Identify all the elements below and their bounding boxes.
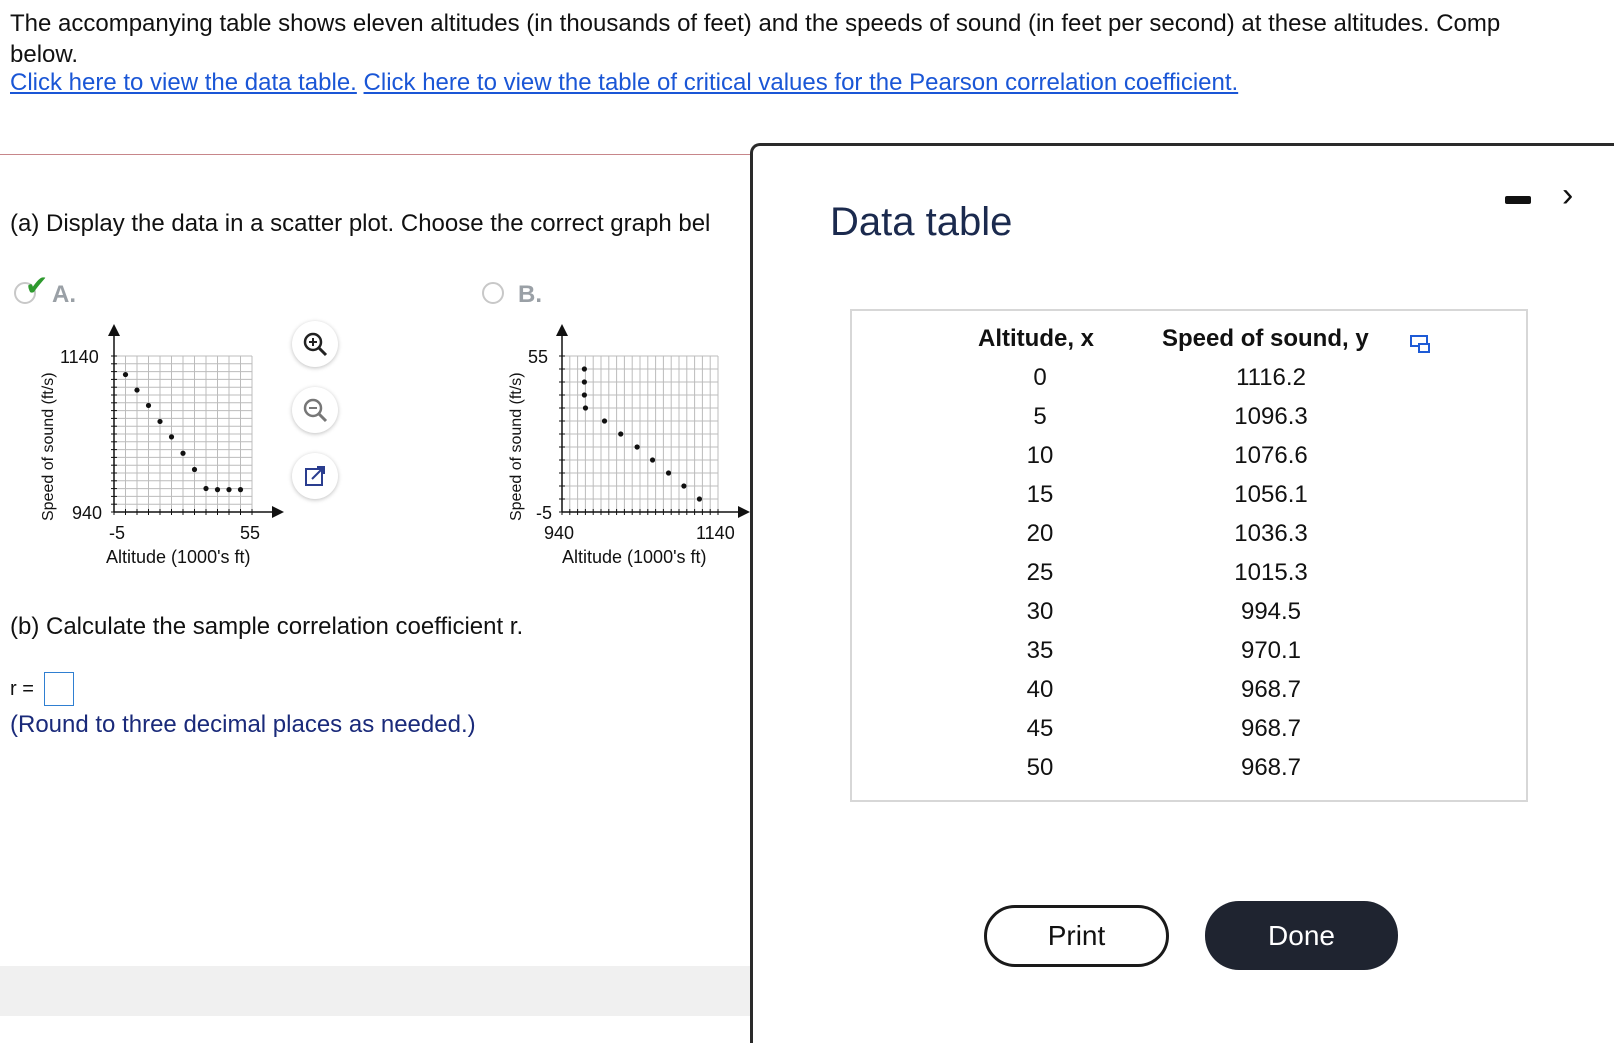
plot-b-point xyxy=(666,470,671,475)
cell-speed: 1116.2 xyxy=(1236,364,1306,391)
plot-b-xright: 1140 xyxy=(696,523,735,543)
plot-a-point xyxy=(192,467,197,472)
option-b-radio[interactable] xyxy=(482,282,504,304)
y-axis-arrow-icon xyxy=(556,324,568,336)
plot-a-xlabel: Altitude (1000's ft) xyxy=(106,547,251,567)
cell-altitude: 20 xyxy=(1026,520,1054,547)
plot-a-point xyxy=(157,419,162,424)
plot-b-ytop: 55 xyxy=(528,347,549,367)
cell-speed: 970.1 xyxy=(1240,637,1302,664)
plot-a-xright: 55 xyxy=(240,523,261,543)
cell-altitude: 15 xyxy=(1026,481,1054,508)
plot-a-point xyxy=(215,487,220,492)
cell-altitude: 45 xyxy=(1026,715,1054,742)
column-header-y: Speed of sound, y xyxy=(1162,325,1369,352)
plot-b-point xyxy=(602,418,607,423)
plot-b-point xyxy=(583,405,588,410)
scatter-plot-a[interactable] xyxy=(0,320,300,580)
copy-icon xyxy=(1409,333,1433,355)
plot-b-point xyxy=(681,483,686,488)
plot-a-point xyxy=(123,372,128,377)
divider xyxy=(0,154,760,155)
plot-b-point xyxy=(582,392,587,397)
print-button[interactable]: Print xyxy=(984,905,1169,967)
rounding-hint: (Round to three decimal places as needed.) xyxy=(10,711,476,738)
plot-a-point xyxy=(238,487,243,492)
intro-line-2: below. xyxy=(10,41,79,68)
done-button[interactable]: Done xyxy=(1205,901,1398,970)
plot-b-point xyxy=(582,379,587,384)
intro-line-1: The accompanying table shows eleven altitudes (in thousands of feet) and the speeds of sound (in feet per second) at these altitudes. Comp xyxy=(10,10,1501,37)
plot-a-point xyxy=(146,403,151,408)
option-a-label: A. xyxy=(52,281,76,308)
cell-speed: 1096.3 xyxy=(1234,403,1308,430)
cell-speed: 1056.1 xyxy=(1234,481,1308,508)
cell-speed: 1076.6 xyxy=(1234,442,1308,469)
cell-altitude: 30 xyxy=(1026,598,1054,625)
cell-speed: 968.7 xyxy=(1240,754,1302,781)
plot-a-xleft: -5 xyxy=(109,523,126,543)
x-axis-arrow-icon xyxy=(272,506,284,518)
plot-a-point xyxy=(180,451,185,456)
part-a-prompt: (a) Display the data in a scatter plot. Choose the correct graph bel xyxy=(10,210,711,237)
cell-altitude: 5 xyxy=(1033,403,1047,430)
links-row xyxy=(10,69,1238,97)
cell-altitude: 0 xyxy=(1033,364,1047,391)
r-answer-input[interactable] xyxy=(44,672,74,706)
zoom-out-icon xyxy=(301,396,329,424)
plot-a-point xyxy=(134,387,139,392)
plot-a-ylabel: Speed of sound (ft/s) xyxy=(40,372,57,521)
data-table xyxy=(850,309,1528,802)
cell-speed: 968.7 xyxy=(1240,676,1302,703)
x-axis-arrow-icon xyxy=(738,506,750,518)
cell-speed: 1036.3 xyxy=(1234,520,1308,547)
option-b-label: B. xyxy=(518,281,542,308)
zoom-in-button[interactable] xyxy=(292,321,338,367)
plot-b-point xyxy=(697,496,702,501)
r-label: r = xyxy=(10,678,34,700)
plot-a-point xyxy=(226,487,231,492)
bottom-bar xyxy=(0,966,750,1016)
plot-a-point xyxy=(203,486,208,491)
dialog-title: Data table xyxy=(830,200,1013,244)
zoom-in-icon xyxy=(301,330,329,358)
plot-b-ybottom: -5 xyxy=(536,503,553,523)
cell-speed: 1015.3 xyxy=(1234,559,1308,586)
plot-a-ytop: 1140 xyxy=(60,347,99,367)
cell-speed: 968.7 xyxy=(1240,715,1302,742)
plot-a-ybottom: 940 xyxy=(72,503,103,523)
cell-altitude: 35 xyxy=(1026,637,1054,664)
critical-values-link[interactable]: Click here to view the table of critical values for the Pearson correlation coefficient. xyxy=(363,69,1239,96)
intro-text xyxy=(10,8,1610,70)
y-axis-arrow-icon xyxy=(108,324,120,336)
minimize-icon[interactable] xyxy=(1505,196,1531,204)
plot-b-ylabel: Speed of sound (ft/s) xyxy=(508,372,525,521)
correct-check-icon: ✔ xyxy=(25,270,49,301)
close-icon[interactable]: › xyxy=(1562,176,1574,214)
plot-b-point xyxy=(650,457,655,462)
plot-b-xleft: 940 xyxy=(544,523,575,543)
cell-altitude: 25 xyxy=(1026,559,1054,586)
scatter-plot-b[interactable] xyxy=(480,320,760,580)
copy-table-button[interactable] xyxy=(1409,333,1433,360)
cell-altitude: 40 xyxy=(1026,676,1054,703)
cell-altitude: 50 xyxy=(1026,754,1054,781)
plot-a-point xyxy=(169,434,174,439)
data-table-link[interactable]: Click here to view the data table. xyxy=(10,69,357,96)
external-link-icon xyxy=(302,463,328,489)
plot-b-point xyxy=(582,366,587,371)
plot-b-point xyxy=(635,444,640,449)
plot-b-xlabel: Altitude (1000's ft) xyxy=(562,547,707,567)
cell-speed: 994.5 xyxy=(1240,598,1302,625)
cell-altitude: 10 xyxy=(1026,442,1054,469)
column-header-x: Altitude, x xyxy=(978,325,1095,352)
open-graph-button[interactable] xyxy=(292,453,338,499)
part-b-prompt: (b) Calculate the sample correlation coefficient r. xyxy=(10,613,524,640)
plot-b-point xyxy=(618,431,623,436)
zoom-out-button[interactable] xyxy=(292,387,338,433)
